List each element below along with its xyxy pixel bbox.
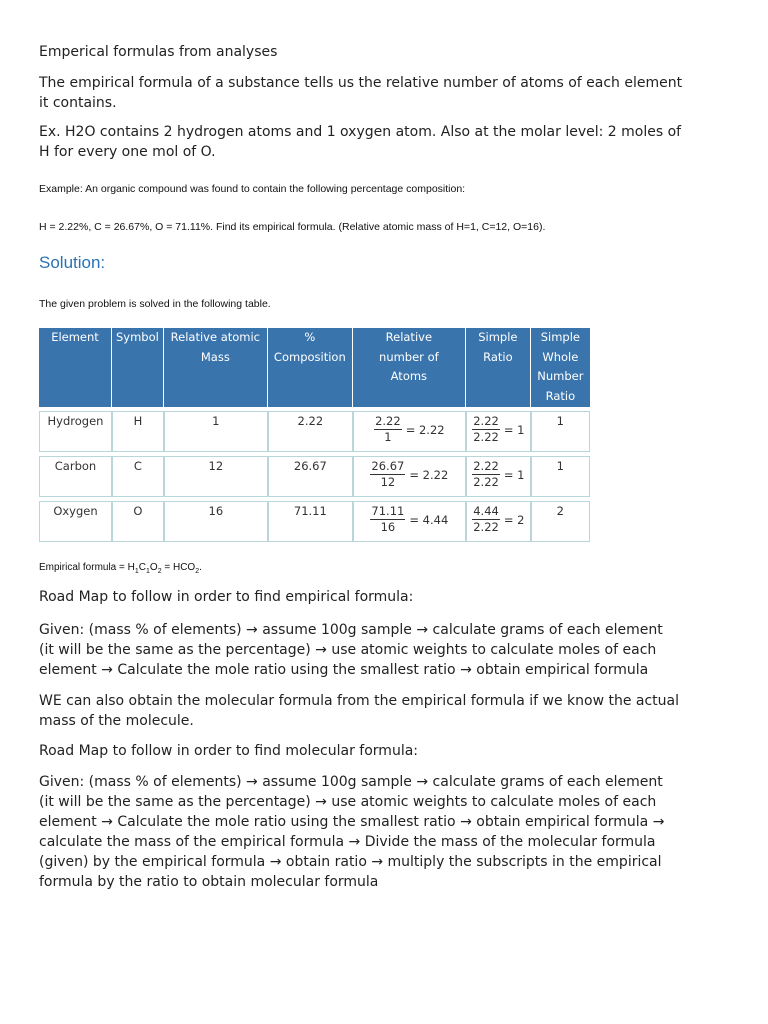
fraction-result: = 1 bbox=[503, 422, 525, 437]
fraction-result: = 2.22 bbox=[409, 467, 449, 482]
roadmap-molecular-text: Given: (mass % of elements) → assume 100g sample → calculate grams of each element (it will be the same as the percentage) → use atomic weights to calculate moles of each element → Calculate the mole ratio using the smallest ratio → obtain empirical formula → calculate the mass of the empirical formula → Divide the mass of the molecular formula (given) by the empirical formula → obtain ratio → multiply the subscripts in the empirical formula by the ratio to obtain molecular formula bbox=[39, 774, 665, 890]
header-composition: % Composition bbox=[268, 328, 353, 407]
fraction-result: = 4.44 bbox=[409, 512, 449, 527]
cell-element: Oxygen bbox=[39, 501, 112, 542]
cell-mass: 1 bbox=[164, 411, 268, 452]
header-simple-ratio: Simple Ratio bbox=[466, 328, 531, 407]
example-composition-line: H = 2.22%, C = 26.67%, O = 71.11%. Find its empirical formula. (Relative atomic mass of H=1, C=12, O=16). bbox=[39, 221, 546, 233]
fraction-result: = 2 bbox=[503, 512, 525, 527]
header-symbol: Symbol bbox=[112, 328, 164, 407]
fraction-denominator: 2.22 bbox=[473, 520, 499, 534]
formula-subscript: 2 bbox=[157, 568, 162, 575]
cell-relative-atoms bbox=[353, 501, 466, 542]
roadmap-empirical-heading: Road Map to follow in order to find empirical formula: bbox=[39, 589, 414, 605]
cell-mass: 12 bbox=[164, 456, 268, 497]
cell-composition: 71.11 bbox=[268, 501, 353, 542]
table-intro: The given problem is solved in the following table. bbox=[39, 298, 271, 310]
cell-element: Hydrogen bbox=[39, 411, 112, 452]
cell-composition: 2.22 bbox=[268, 411, 353, 452]
formula-part: = HCO bbox=[161, 562, 196, 573]
header-relative-atoms: Relative number of Atoms bbox=[353, 328, 466, 407]
document-title: Emperical formulas from analyses bbox=[39, 44, 278, 60]
formula-subscript: 1 bbox=[146, 568, 150, 575]
solution-heading: Solution: bbox=[39, 253, 106, 272]
fraction-numerator: 71.11 bbox=[371, 504, 405, 518]
cell-whole-ratio: 1 bbox=[531, 411, 590, 452]
cell-whole-ratio: 2 bbox=[531, 501, 590, 542]
roadmap-empirical-text: Given: (mass % of elements) → assume 100g sample → calculate grams of each element (it will be the same as the percentage) → use atomic weights to calculate moles of each element → Calculate the mole ratio using the smallest ratio → obtain empirical formula bbox=[39, 622, 663, 678]
cell-whole-ratio: 1 bbox=[531, 456, 590, 497]
formula-subscript: 2 bbox=[195, 568, 200, 575]
table-header-row bbox=[39, 328, 590, 407]
formula-suffix: . bbox=[199, 562, 202, 573]
fraction-numerator: 2.22 bbox=[473, 414, 499, 428]
cell-symbol: O bbox=[112, 501, 164, 542]
cell-simple-ratio bbox=[466, 411, 531, 452]
cell-simple-ratio bbox=[466, 501, 531, 542]
cell-element: Carbon bbox=[39, 456, 112, 497]
header-element: Element bbox=[39, 328, 112, 407]
table-row bbox=[39, 411, 590, 452]
table-row bbox=[39, 456, 590, 497]
fraction-denominator: 1 bbox=[384, 430, 392, 444]
fraction-numerator: 2.22 bbox=[375, 414, 401, 428]
empirical-formula-result bbox=[39, 562, 202, 575]
formula-part: O bbox=[149, 562, 158, 573]
fraction-result: = 2.22 bbox=[405, 422, 445, 437]
fraction-denominator: 16 bbox=[380, 520, 396, 534]
header-atomic-mass: Relative atomic Mass bbox=[164, 328, 268, 407]
fraction-denominator: 2.22 bbox=[473, 430, 499, 444]
table-row bbox=[39, 501, 590, 542]
molecular-note: WE can also obtain the molecular formula from the empirical formula if we know the actual mass of the molecule. bbox=[39, 693, 680, 729]
cell-symbol: C bbox=[112, 456, 164, 497]
formula-prefix: Empirical formula = H bbox=[39, 562, 135, 573]
example-problem-line: Example: An organic compound was found to contain the following percentage composition: bbox=[39, 183, 466, 195]
cell-mass: 16 bbox=[164, 501, 268, 542]
header-whole-ratio: Simple Whole Number Ratio bbox=[531, 328, 590, 407]
fraction-numerator: 26.67 bbox=[371, 459, 405, 473]
fraction-result: = 1 bbox=[503, 467, 525, 482]
fraction-numerator: 4.44 bbox=[473, 504, 499, 518]
fraction-denominator: 12 bbox=[380, 475, 396, 489]
cell-simple-ratio bbox=[466, 456, 531, 497]
roadmap-molecular-heading: Road Map to follow in order to find molecular formula: bbox=[39, 743, 418, 759]
cell-symbol: H bbox=[112, 411, 164, 452]
cell-composition: 26.67 bbox=[268, 456, 353, 497]
formula-subscript: 1 bbox=[134, 568, 139, 575]
intro-paragraph: The empirical formula of a substance tells us the relative number of atoms of each element it contains. bbox=[39, 75, 683, 111]
fraction-denominator: 2.22 bbox=[473, 475, 499, 489]
fraction-numerator: 2.22 bbox=[473, 459, 499, 473]
calculation-table bbox=[39, 328, 590, 542]
cell-relative-atoms bbox=[353, 456, 466, 497]
cell-relative-atoms bbox=[353, 411, 466, 452]
h2o-example-paragraph: Ex. H2O contains 2 hydrogen atoms and 1 oxygen atom. Also at the molar level: 2 moles of H for every one mol of O. bbox=[39, 124, 682, 160]
formula-part: C bbox=[138, 562, 146, 573]
